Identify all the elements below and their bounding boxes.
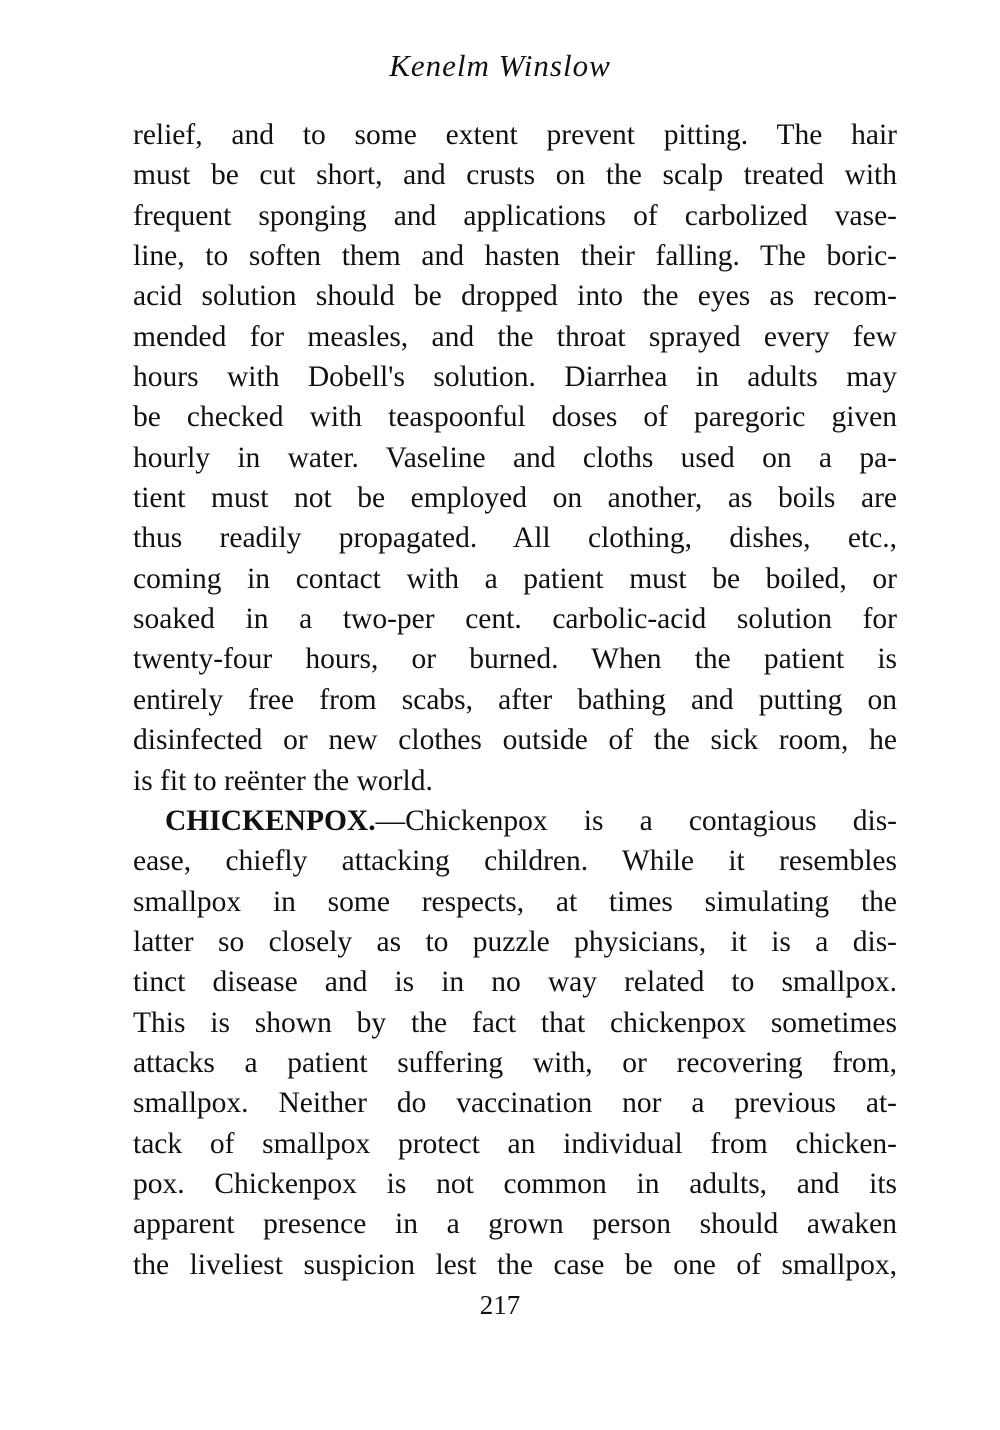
text-line: coming in contact with a patient must be boiled, or (133, 562, 897, 595)
text-line: attacks a patient suffering with, or recovering from, (133, 1046, 897, 1079)
text-line: This is shown by the fact that chickenpox sometimes (133, 1006, 897, 1039)
text-line: is fit to reënter the world. (133, 764, 433, 797)
page-body (133, 115, 897, 1285)
text-line: twenty-four hours, or burned. When the patient is (133, 643, 897, 676)
text-line: smallpox in some respects, at times simulating the (133, 885, 897, 918)
text-line: thus readily propagated. All clothing, dishes, etc., (133, 522, 897, 555)
running-header: Kenelm Winslow (389, 48, 611, 83)
text-run: —Chickenpox is a contagious dis- (375, 804, 897, 837)
text-line: acid solution should be dropped into the eyes as recom- (133, 280, 897, 313)
text-line: tient must not be employed on another, as boils are (133, 482, 897, 515)
text-line-first (133, 801, 897, 841)
text-line: the liveliest suspicion lest the case be one of smallpox, (133, 1248, 897, 1281)
section-heading-chickenpox: CHICKENPOX. (165, 804, 376, 837)
paragraph-chickenpox (133, 801, 897, 1285)
paragraph-smallpox-treatment (133, 115, 897, 801)
text-line: tack of smallpox protect an individual from chicken- (133, 1127, 897, 1160)
text-line: smallpox. Neither do vaccination nor a previous at- (133, 1087, 897, 1120)
text-line: latter so closely as to puzzle physicians, it is a dis- (133, 925, 897, 958)
text-line: frequent sponging and applications of carbolized vase- (133, 199, 897, 232)
text-line: tinct disease and is in no way related to smallpox. (133, 966, 897, 999)
text-line: hourly in water. Vaseline and cloths used on a pa- (133, 441, 897, 474)
text-line: be checked with teaspoonful doses of paregoric given (133, 401, 897, 434)
text-line: entirely free from scabs, after bathing and putting on (133, 683, 897, 716)
text-line: ease, chiefly attacking children. While it resembles (133, 845, 897, 878)
page-number: 217 (479, 1290, 521, 1320)
text-line: soaked in a two-per cent. carbolic-acid solution for (133, 603, 897, 636)
text-line: must be cut short, and crusts on the scalp treated with (133, 159, 897, 192)
text-line: hours with Dobell's solution. Diarrhea in adults may (133, 361, 897, 394)
text-line: relief, and to some extent prevent pitting. The hair (133, 119, 897, 151)
text-line: line, to soften them and hasten their falling. The boric- (133, 240, 897, 273)
text-line: apparent presence in a grown person should awaken (133, 1208, 897, 1241)
text-line: disinfected or new clothes outside of the sick room, he (133, 724, 897, 757)
text-line: mended for measles, and the throat sprayed every few (133, 320, 897, 353)
text-line: pox. Chickenpox is not common in adults, and its (133, 1167, 897, 1200)
